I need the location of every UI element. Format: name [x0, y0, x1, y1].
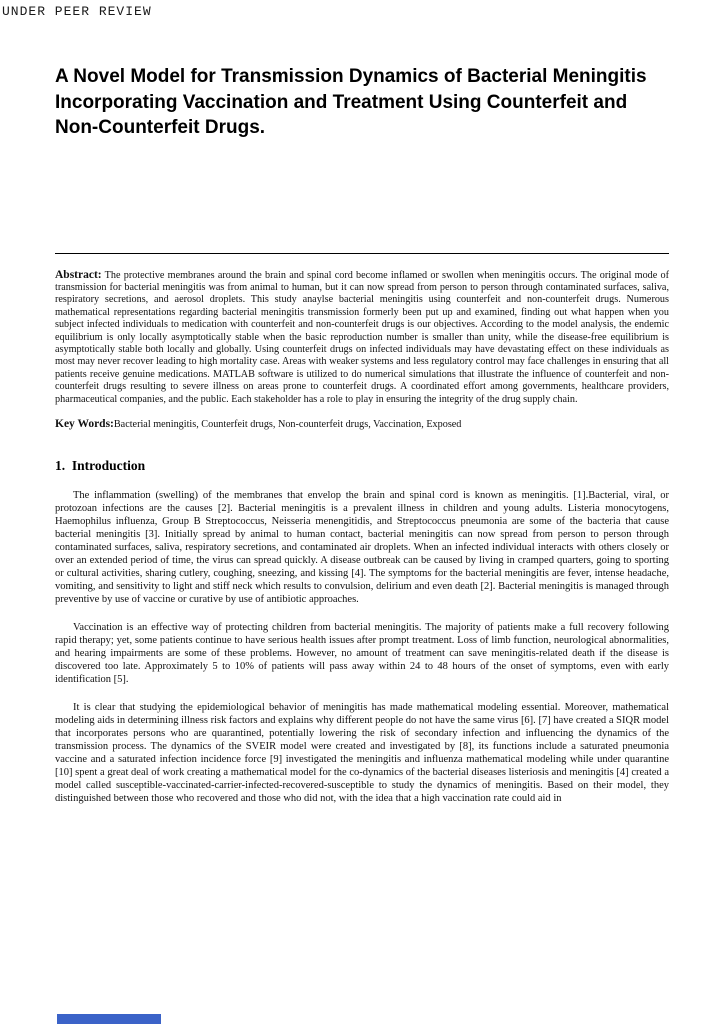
- intro-paragraph-1: The inflammation (swelling) of the membranes that envelop the brain and spinal cord is known as meningitis. [1].Bacterial, viral, or protozoan infections are the causes [2]. Bacterial meningitis is a prevalent illness in children and young adults. Listeria monocytogens, Haemophilus influenza, Group B Streptococcus, Neisseria menengitidis, and Streptococcus pneumonia are some of the bacteria that cause bacterial meningitis [3]. Initially spread by animal to human contact, bacterial meningitis can now spread from person to person through contaminated surfaces, saliva, respiratory secretions, and contaminated air droplets. When an infected individual interacts with others closely or over an extended period of time, the virus can spread quickly. A disease outbreak can be caused by living in cramped quarters, going to sporting or cultural activities, sharing cutlery, coughing, sneezing, and kissing [4]. The symptoms for the bacterial meningitis are fever, intense headache, vomiting, and sensitivity to light and stiff neck which results to convulsion, delirium and even death [2]. Bacterial meningitis is managed through preventive by use of vaccine or curative by use of antibiotic approaches.: [55, 490, 669, 606]
- intro-paragraph-3: It is clear that studying the epidemiological behavior of meningitis has made mathematical modeling essential. Moreover, mathematical modeling aids in determining illness risk factors and explains why different people do not have the same virus [6]. [7] have created a SIQR model that incorporates persons who are quarantined, potentially lowering the risk of secondary infection and influencing the dynamics of the transmission process. The dynamics of the SVEIR model were created and investigated by [8], its functions include a saturated pneumonia vaccine and a saturated infection incidence force [9] investigated the meningitis and influenza mathematical modeling while under quarantine [10] spent a great deal of work creating a mathematical model for the co-dynamics of the bacterial diseases listeriosis and meningitis [4] created a model called susceptible-vaccinated-carrier-infected-recovered-susceptible to study the dynamics of meningitis. Based on their model, they distinguished between those who recovered and those who did not, with the idea that a high vaccination rate could aid in: [55, 702, 669, 805]
- peer-review-watermark: UNDER PEER REVIEW: [2, 4, 152, 19]
- keywords-label: Key Words:: [55, 417, 114, 430]
- keywords-text: Bacterial meningitis, Counterfeit drugs, Non-counterfeit drugs, Vaccination, Exposed: [113, 418, 462, 430]
- paper-title: A Novel Model for Transmission Dynamics of Bacterial Meningitis Incorporating Vaccination and Treatment Using Counterfeit and Non-Counterfeit Drugs.: [55, 66, 647, 138]
- abstract: [55, 269, 669, 406]
- abstract-label: Abstract:: [55, 268, 102, 281]
- intro-paragraph-2: Vaccination is an effective way of protecting children from bacterial meningitis. The majority of patients make a full recovery following rapid therapy; yet, some patients continue to have serious health issues after prompt treatment. Loss of limb function, neurological abnormalities, and hearing impairments are some of these problems. However, no amount of treatment can save meningitis-related death if the disease is discovered too late. Approximately 5 to 10% of patients will pass away within 24 to 48 hours of the onset of symptoms, even with early identification [5].: [55, 622, 669, 686]
- section-heading-introduction: 1. Introduction: [55, 458, 146, 474]
- paper-content: [55, 0, 669, 816]
- abstract-divider: [55, 253, 669, 254]
- keywords: [55, 418, 669, 431]
- abstract-text: The protective membranes around the brain and spinal cord become inflamed or swollen when meningitis occurs. The original mode of transmission for bacterial meningitis was from animal to human, but it can now spread from person to person through contaminated surfaces, saliva, respiratory secretions, and aerosol droplets. This study anaylse bacterial meningitis using counterfeit and non-counterfeit drugs. Numerous mathematical representations regarding bacterial meningitis transmission formerly been put up and examined, finding out what happen when you subject infected individuals to medication with counterfeit and non-counterfeit drugs is our objectives. According to the model analysis, the endemic equilibrium is only locally asymptotically stable when the basic reproduction number is smaller than unity, while the disease-free equilibrium is asymptotically stable both locally and globally. Using counterfeit drugs on infected individuals may have devastating effect on these individuals as most may never recover leading to high mortality case. Areas with weaker systems and less regulatory control may face challenges in ensuring that all patients receive genuine medications. MATLAB software is utilized to do numerical simulations that illustrate the influence of counterfeit and non-counterfeit drugs resulting to severe illness on areas prone to counterfeit drugs. A coordinated effort among governments, healthcare providers, pharmaceutical companies, and the public. Each stakeholder has a role to play in ensuring the integrity of the drug supply chain.: [55, 269, 669, 405]
- footer-link-highlight[interactable]: [57, 1014, 161, 1024]
